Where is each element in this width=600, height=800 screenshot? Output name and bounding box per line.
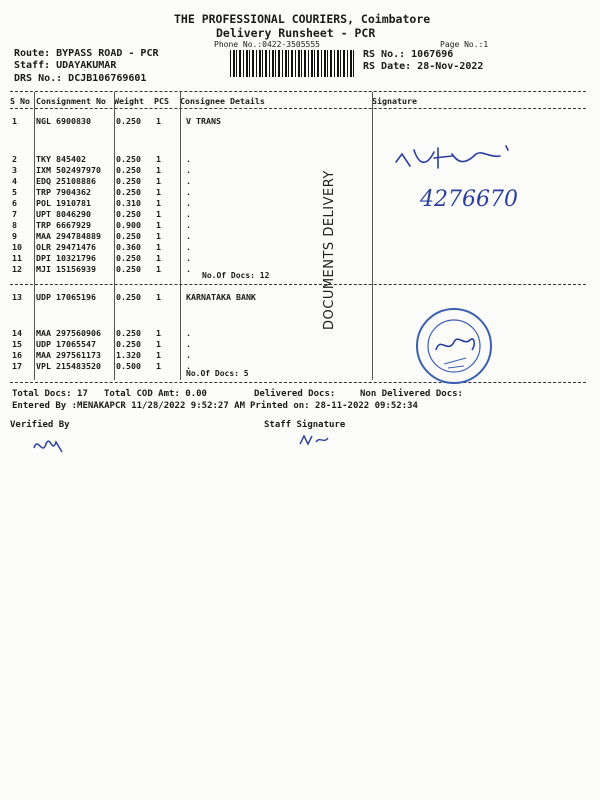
col-signature: Signature	[372, 96, 417, 106]
row-weight: 0.900	[116, 220, 141, 230]
row-pcs: 1	[156, 154, 161, 164]
documents-delivery-label: DOCUMENTS DELIVERY	[322, 170, 337, 330]
row-pcs: 1	[156, 264, 161, 274]
row-weight: 0.250	[116, 339, 141, 349]
row-details: .	[186, 264, 191, 274]
row-consignment: EDQ 25108886	[36, 176, 96, 186]
company-stamp	[414, 306, 494, 386]
header-rule-top	[10, 91, 586, 92]
table-row	[0, 231, 600, 242]
row-sno: 13	[12, 292, 22, 302]
col-weight: Weight	[114, 96, 144, 106]
row-consignment: MAA 297561173	[36, 350, 101, 360]
row-pcs: 1	[156, 231, 161, 241]
row-details: .	[186, 361, 191, 371]
table-row	[0, 350, 600, 361]
row-weight: 0.250	[116, 292, 141, 302]
row-details: .	[186, 350, 191, 360]
row-weight: 0.250	[116, 253, 141, 263]
total-cod: Total COD Amt: 0.00	[104, 389, 207, 399]
row-weight: 1.320	[116, 350, 141, 360]
rs-date: RS Date: 28-Nov-2022	[363, 61, 484, 72]
row-consignment: TKY 845402	[36, 154, 86, 164]
row-consignment: DPI 10321796	[36, 253, 96, 263]
group-separator	[10, 284, 586, 285]
row-details: .	[186, 198, 191, 208]
row-details: .	[186, 231, 191, 241]
table-row	[0, 328, 600, 339]
row-sno: 14	[12, 328, 22, 338]
table-bottom-rule	[10, 382, 586, 383]
staff-name: Staff: UDAYAKUMAR	[14, 60, 117, 71]
row-details: .	[186, 339, 191, 349]
header-rule-bottom	[10, 108, 586, 109]
group2-doc-count: No.Of Docs: 5	[186, 369, 249, 378]
table-row	[0, 220, 600, 231]
drs-number: DRS No.: DCJB106769601	[14, 73, 147, 84]
row-sno: 11	[12, 253, 22, 263]
row-pcs: 1	[156, 242, 161, 252]
row-details: .	[186, 220, 191, 230]
row-pcs: 1	[156, 292, 161, 302]
col-consignee-details: Consignee Details	[180, 96, 265, 106]
row-sno: 15	[12, 339, 22, 349]
row-sno: 2	[12, 154, 17, 164]
row-pcs: 1	[156, 339, 161, 349]
row-consignment: UDP 17065196	[36, 292, 96, 302]
non-delivered-docs: Non Delivered Docs:	[360, 389, 463, 399]
row-weight: 0.250	[116, 187, 141, 197]
row-weight: 0.250	[116, 176, 141, 186]
row-details: .	[186, 242, 191, 252]
col-consignment: Consignment No	[36, 96, 106, 106]
row-pcs: 1	[156, 328, 161, 338]
row-pcs: 1	[156, 187, 161, 197]
col-sno: S No	[10, 96, 30, 106]
phone-number: Phone No.:0422-3505555	[214, 40, 320, 49]
row-pcs: 1	[156, 165, 161, 175]
row-weight: 0.250	[116, 231, 141, 241]
row-pcs: 1	[156, 220, 161, 230]
printed-on: Printed on: 28-11-2022 09:52:34	[250, 401, 418, 411]
table-row	[0, 292, 600, 303]
row-details: .	[186, 328, 191, 338]
verified-by-label: Verified By	[10, 420, 70, 430]
row-consignment: MJI 15156939	[36, 264, 96, 274]
row-pcs: 1	[156, 253, 161, 263]
row-details: .	[186, 176, 191, 186]
row-sno: 12	[12, 264, 22, 274]
barcode	[230, 50, 354, 77]
handwritten-number: 4276670	[420, 187, 518, 212]
row-sno: 17	[12, 361, 22, 371]
total-docs: Total Docs: 17	[12, 389, 88, 399]
company-name: THE PROFESSIONAL COURIERS, Coimbatore	[174, 12, 431, 26]
row-sno: 1	[12, 116, 17, 126]
table-row	[0, 242, 600, 253]
row-sno: 3	[12, 165, 17, 175]
table-row	[0, 361, 600, 372]
col-pcs: PCS	[154, 96, 169, 106]
row-weight: 0.250	[116, 209, 141, 219]
row-sno: 4	[12, 176, 17, 186]
row-details: KARNATAKA BANK	[186, 292, 256, 302]
row-weight: 0.310	[116, 198, 141, 208]
row-details: .	[186, 187, 191, 197]
row-consignment: TRP 6667929	[36, 220, 91, 230]
row-pcs: 1	[156, 116, 161, 126]
row-sno: 5	[12, 187, 17, 197]
row-sno: 9	[12, 231, 17, 241]
rs-number: RS No.: 1067696	[363, 49, 454, 60]
row-consignment: VPL 215483520	[36, 361, 101, 371]
row-sno: 10	[12, 242, 22, 252]
row-consignment: MAA 297560906	[36, 328, 101, 338]
page-number: Page No.:1	[440, 40, 489, 49]
row-details: .	[186, 253, 191, 263]
handwritten-signature	[390, 140, 560, 215]
row-sno: 16	[12, 350, 22, 360]
row-weight: 0.250	[116, 264, 141, 274]
row-consignment: UDP 17065547	[36, 339, 96, 349]
table-row	[0, 253, 600, 264]
row-details: .	[186, 209, 191, 219]
row-pcs: 1	[156, 198, 161, 208]
row-pcs: 1	[156, 209, 161, 219]
row-pcs: 1	[156, 361, 161, 371]
row-weight: 0.250	[116, 116, 141, 126]
row-details: .	[186, 154, 191, 164]
group1-doc-count: No.Of Docs: 12	[202, 271, 270, 280]
row-consignment: NGL 6900830	[36, 116, 91, 126]
table-row	[0, 339, 600, 350]
row-pcs: 1	[156, 350, 161, 360]
row-consignment: TRP 7904362	[36, 187, 91, 197]
row-sno: 8	[12, 220, 17, 230]
row-weight: 0.250	[116, 328, 141, 338]
staff-signature-mark	[296, 430, 336, 450]
row-weight: 0.250	[116, 165, 141, 175]
row-sno: 6	[12, 198, 17, 208]
document-title: Delivery Runsheet - PCR	[216, 26, 376, 40]
row-consignment: IXM 502497970	[36, 165, 101, 175]
verifier-signature	[30, 430, 70, 460]
staff-signature-label: Staff Signature	[264, 420, 346, 430]
row-sno: 7	[12, 209, 17, 219]
table-header	[0, 96, 600, 107]
delivered-docs: Delivered Docs:	[254, 389, 336, 399]
row-weight: 0.250	[116, 154, 141, 164]
row-weight: 0.360	[116, 242, 141, 252]
table-row	[0, 264, 600, 275]
row-consignment: MAA 294784889	[36, 231, 101, 241]
row-consignment: POL 1910781	[36, 198, 91, 208]
row-consignment: OLR 29471476	[36, 242, 96, 252]
row-consignment: UPT 8046290	[36, 209, 91, 219]
route: Route: BYPASS ROAD - PCR	[14, 48, 159, 59]
entered-by: Entered By :MENAKAPCR 11/28/2022 9:52:27 AM	[12, 401, 245, 411]
table-row	[0, 116, 600, 127]
row-weight: 0.500	[116, 361, 141, 371]
row-pcs: 1	[156, 176, 161, 186]
row-details: V TRANS	[186, 116, 221, 126]
row-details: .	[186, 165, 191, 175]
